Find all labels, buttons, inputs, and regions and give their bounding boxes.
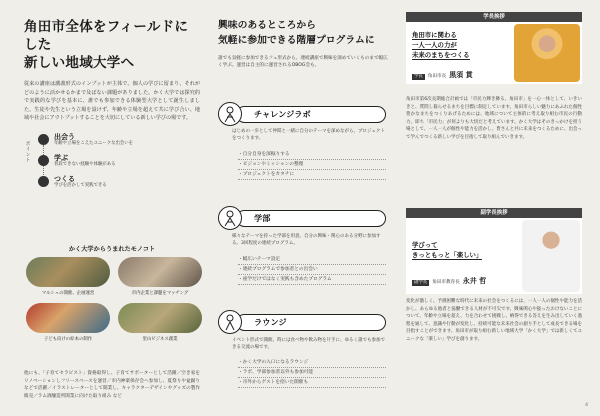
program-desc: はじめの一歩として仲間と一緒に自分のテーマを深めながら、プロジェクトをつくります。 <box>232 129 385 142</box>
program-list-item: ・市外からゲストを招いた開催も <box>238 378 386 388</box>
point-title: 学ぶ <box>54 153 68 162</box>
program-desc: 様々なテーマを持った学部を用意。自分の興味・関心のある分野に参加する。3回程度の連続プログラム。 <box>232 234 381 247</box>
vice-president-quote <box>412 240 482 260</box>
photo-picture-book <box>26 303 110 333</box>
vice-president-photo <box>522 220 580 292</box>
page-number: 4 <box>585 403 588 408</box>
middle-column <box>218 18 390 70</box>
point-sub: 学びを活かして実践できる <box>54 182 107 188</box>
book-icon <box>38 155 49 166</box>
photo-satoyama <box>118 303 202 333</box>
program-list-item: ・座学だけではなく実践も含めたプログラム <box>238 275 386 285</box>
role-tag: 学長 <box>414 74 423 79</box>
person-name: 永井 哲 <box>462 277 487 285</box>
point-title: 出会う <box>54 132 75 141</box>
photo-caption: 里山ビジネス創業 <box>142 337 178 342</box>
figure-icon <box>218 206 242 230</box>
program-list-item: ・自分自身を深掘りする <box>238 150 386 160</box>
figure-icon <box>218 310 242 334</box>
program-title-challenge-lab: チャレンジラボ <box>236 106 386 123</box>
quote-line: 学びって <box>412 241 438 249</box>
photos-title: かく大学からうまれたモノコト <box>68 246 156 253</box>
program-title-lounge: ラウンジ <box>236 314 386 331</box>
main-heading <box>24 18 200 72</box>
president-message-body: 角田市第6次長期総合計画では「市民力輝き舞る、角田市」を一心一体として、いきいきと、質問し暮らせるまちを目標に制定しています。角田市らしい魅力にあふれた個性豊かなまちをつくりあげるためには、地域について主体的に考え取り組む市民の行動力、即ち「市民力」が何よりも大切だと考えています。かく大学はそのきっかけを担う場として、一人一人が個性や能力を活かし、皆さんと共に未来をつくるために、出会って学んでつくる新しい学びを目指して取り組んでいきます。 <box>406 97 582 140</box>
point-item <box>38 175 107 189</box>
program-desc: イベント形式で開催。時には食べ物や飲み物を片手に、ゆるく誰でも参加できる交流の場です。 <box>232 338 385 351</box>
vice-president-message-header: 副学長挨拶 <box>406 208 582 218</box>
middle-heading-line1: 興味のあるところから <box>218 20 316 31</box>
vice-president-message-box <box>406 218 582 294</box>
middle-intro: 誰でも気軽に参加できるフェ形式から、連続講座で興味を深めていくものまで幅広く学ぶ。運営は自主的に運営されるOBOG会も。 <box>218 56 388 69</box>
point-label: ポイント <box>25 140 30 163</box>
photo-caption: 市内企業と課題をマッチング <box>131 291 189 296</box>
program-list-item: ・プロジェクトをカタチに <box>238 170 386 180</box>
quote-line: 角田市に関わる <box>412 31 457 39</box>
middle-heading-line2: 気軽に参加できる階層プログラムに <box>218 35 375 46</box>
main-heading-line2: 新しい地域大学へ <box>24 55 135 71</box>
left-column <box>24 18 200 399</box>
president-name <box>412 70 473 80</box>
points-section <box>24 133 200 191</box>
position: 角田市長 <box>427 74 447 79</box>
program-list-item: ・ビジョンやミッションの整理 <box>238 160 386 170</box>
point-sub: 普段できない経験や体験がある <box>54 161 116 167</box>
photo-marche <box>26 257 110 287</box>
point-item <box>38 133 133 147</box>
role-tag: 副学長 <box>414 280 428 285</box>
point-title: つくる <box>54 174 75 183</box>
photo-caption: 子ども向けの絵本の制作 <box>43 337 93 342</box>
vice-president-message-body: 変化が激しく、予測困難な時代に未来の社会をつくるには、一人一人の個性や能力を活かし、あらゆる他者と協働できる人材が不可欠です。興味関心や扱ったおけないことについて、年齢や立場を超え、力を合わせて挑戦し、納得できる答えを生み出していく過程を通して、意識や行動が変化し、持続可能な未来社会の創り手として成長できる場を目指すことができます。角田市が取り組む新しい地域大学「かく大学」では新しくてユニークな「楽しい」学びを創ります。 <box>406 299 582 342</box>
program-list <box>238 150 386 180</box>
program-list <box>238 255 386 285</box>
program-list-item: ・かく大学の入口になるラウンジ <box>238 358 386 368</box>
program-list <box>238 358 386 388</box>
right-column <box>406 12 582 342</box>
vice-president-name <box>412 276 486 286</box>
point-sub: 年齢や立場をこえたユニークな出会いを <box>54 140 134 146</box>
photo-caption: マルシェの開催、企画運営 <box>41 291 95 296</box>
quote-line: きっともっと「楽しい」 <box>412 251 483 259</box>
middle-heading <box>218 18 390 48</box>
program-list-item: ・幅広いテーマ設定 <box>238 255 386 265</box>
quote-line: 一人一人の力が <box>412 41 457 49</box>
program-list-item: ・ラボ、学部参加者以外も参加可能 <box>238 368 386 378</box>
president-message-box <box>406 22 582 84</box>
program-title-faculty: 学部 <box>236 210 386 227</box>
quote-line: 未来のまちをつくる <box>412 51 470 59</box>
intro-text: 従来の講座は講義形式のインプットが主体で、個人の学びに留まり、それがどのように活かせるかまで及ばない課題がありました。かく大学では探究的で実践的な学びを基本に、誰でも参加できる体験型大学として誕生しました。生徒や先生という立場を設けず、年齢や立場を超えて共に学び合い、地域や社会にアウトプットすることを大切にしている新しい学びの場です。 <box>24 81 200 122</box>
photo-matching <box>118 257 202 287</box>
people-icon <box>38 134 49 145</box>
point-item <box>38 154 115 168</box>
program-list-item: ・連続プログラムで参加者との出会い <box>238 265 386 275</box>
person-name: 黒須 貫 <box>449 71 473 79</box>
president-quote <box>412 30 470 60</box>
tool-icon <box>38 176 49 187</box>
position: 角田市教育長 <box>432 280 460 285</box>
president-message-header: 学長挨拶 <box>406 12 582 22</box>
main-heading-line1: 角田市全体をフィールドにした <box>24 19 189 53</box>
president-photo <box>514 24 580 82</box>
other-outcomes-text: 他にも、「子育てセラピスト」資格取得し、子育てサポーターとして活躍／空き家をリノベーションしフリースペースを運営／市内神楽保存会へ参加し、夏祭りや盆踊りなどで活躍／イラストレーターとして開業し、キャラクターデザインやグッズの製作販売／ラム酒醸造所開業に向けた取り組み など <box>24 371 200 399</box>
figure-icon <box>218 102 242 126</box>
